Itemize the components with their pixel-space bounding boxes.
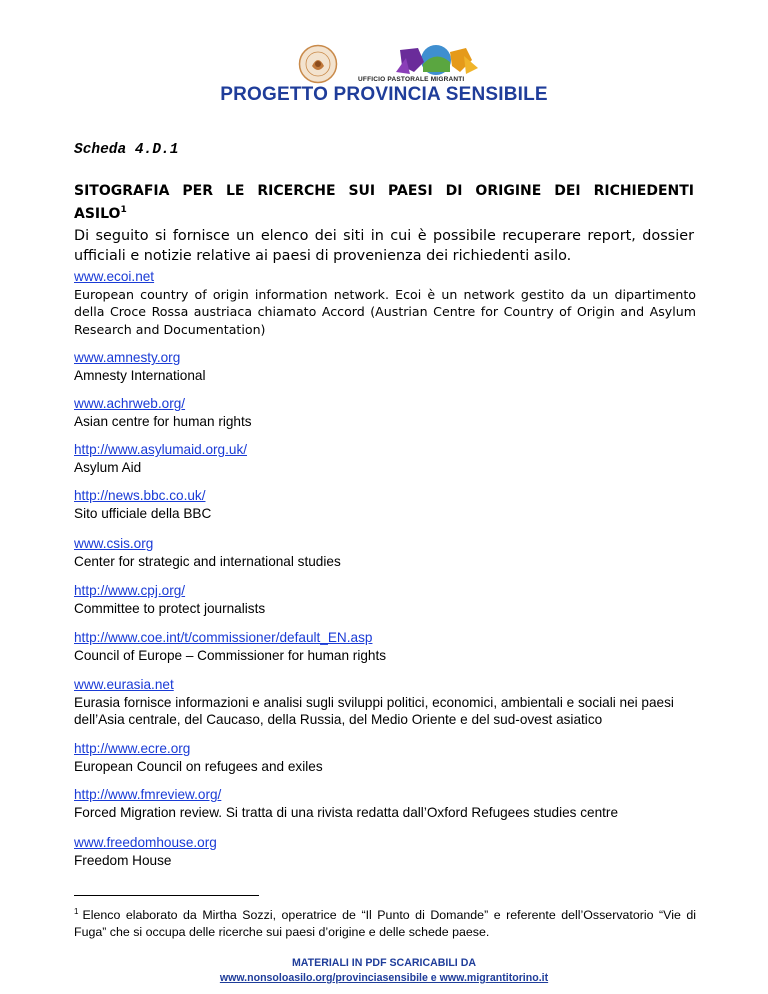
- site-entry: [74, 395, 696, 430]
- site-link[interactable]: www.ecoi.net: [74, 269, 155, 284]
- site-entry: [74, 834, 696, 869]
- footnote-reference[interactable]: 1: [120, 205, 127, 215]
- footer-line1: MATERIALI IN PDF SCARICABILI DA: [291, 957, 476, 969]
- site-description: Amnesty International: [74, 367, 206, 383]
- site-description: Asylum Aid: [74, 459, 142, 475]
- site-description: Sito ufficiale della BBC: [74, 505, 212, 521]
- site-entry: [74, 349, 696, 384]
- site-link[interactable]: http://www.asylumaid.org.uk/: [74, 442, 248, 457]
- heading-line2-text: ASILO: [74, 206, 121, 222]
- logo2-caption: UFFICIO PASTORALE MIGRANTI: [358, 76, 465, 83]
- site-description: Eurasia fornisce informazioni e analisi sugli sviluppi politici, economici, ambientali e sociali nei paesi dell’Asia centrale, del Caucaso, della Russia, del Medio Oriente e del sud-ovest asiatico: [74, 694, 674, 727]
- site-description: Council of Europe – Commissioner for human rights: [74, 647, 387, 663]
- site-link[interactable]: www.csis.org: [74, 536, 154, 551]
- site-description: European Council on refugees and exiles: [74, 758, 323, 774]
- footer-links[interactable]: www.nonsoloasilo.org/provinciasensibile e www.migrantitorino.it: [219, 972, 549, 984]
- site-entry: [74, 786, 696, 821]
- site-entry: [74, 582, 696, 617]
- site-entry: [74, 629, 696, 664]
- site-link[interactable]: http://www.fmreview.org/: [74, 787, 222, 802]
- site-entry: [74, 676, 696, 729]
- site-entry: [74, 487, 696, 522]
- site-description: Center for strategic and international studies: [74, 553, 341, 569]
- site-link[interactable]: http://www.ecre.org: [74, 741, 191, 756]
- footnote-text: Elenco elaborato da Mirtha Sozzi, operatrice de “Il Punto di Domande” e referente dell’Osservatorio “Vie di Fuga” che si occupa delle ricerche sui paesi d’origine e delle schede paese.: [74, 908, 696, 939]
- intro-paragraph: Di seguito si fornisce un elenco dei siti in cui è possibile recuperare report, dossier ufficiali e notizie relative ai paesi di provenienza dei richiedenti asilo.: [74, 228, 694, 264]
- site-entry: [74, 268, 696, 338]
- page-heading-line2: [74, 201, 127, 224]
- footnote-number: 1: [74, 907, 79, 916]
- site-description: Asian centre for human rights: [74, 413, 252, 429]
- non-solo-asilo-logo: [298, 44, 338, 84]
- site-description: Committee to protect journalists: [74, 600, 266, 616]
- scheda-label: Scheda 4.D.1: [74, 142, 179, 158]
- site-entry: [74, 535, 696, 570]
- footnote-separator: [74, 895, 259, 896]
- site-link[interactable]: www.eurasia.net: [74, 677, 174, 692]
- project-title: PROGETTO PROVINCIA SENSIBILE: [220, 84, 548, 105]
- page-heading: SITOGRAFIA PER LE RICERCHE SUI PAESI DI ORIGINE DEI RICHIEDENTI: [74, 183, 694, 199]
- site-link[interactable]: www.amnesty.org: [74, 350, 181, 365]
- site-entry: [74, 441, 696, 476]
- site-description: Forced Migration review. Si tratta di una rivista redatta dall’Oxford Refugees studies centre: [74, 804, 619, 820]
- site-description: Freedom House: [74, 852, 172, 868]
- footnote: [74, 903, 696, 941]
- site-link[interactable]: http://news.bbc.co.uk/: [74, 488, 206, 503]
- site-link[interactable]: www.freedomhouse.org: [74, 835, 217, 850]
- site-link[interactable]: www.achrweb.org/: [74, 396, 186, 411]
- page-footer: [0, 956, 768, 986]
- site-entry: [74, 740, 696, 775]
- site-description: European country of origin information network. Ecoi è un network gestito da un dipartimento della Croce Rossa austriaca chiamato Accord (Austrian Centre for Country of Origin and Asylum Research and Documentation): [74, 286, 696, 337]
- site-link[interactable]: http://www.cpj.org/: [74, 583, 186, 598]
- site-link[interactable]: http://www.coe.int/t/commissioner/default_EN.asp: [74, 630, 373, 645]
